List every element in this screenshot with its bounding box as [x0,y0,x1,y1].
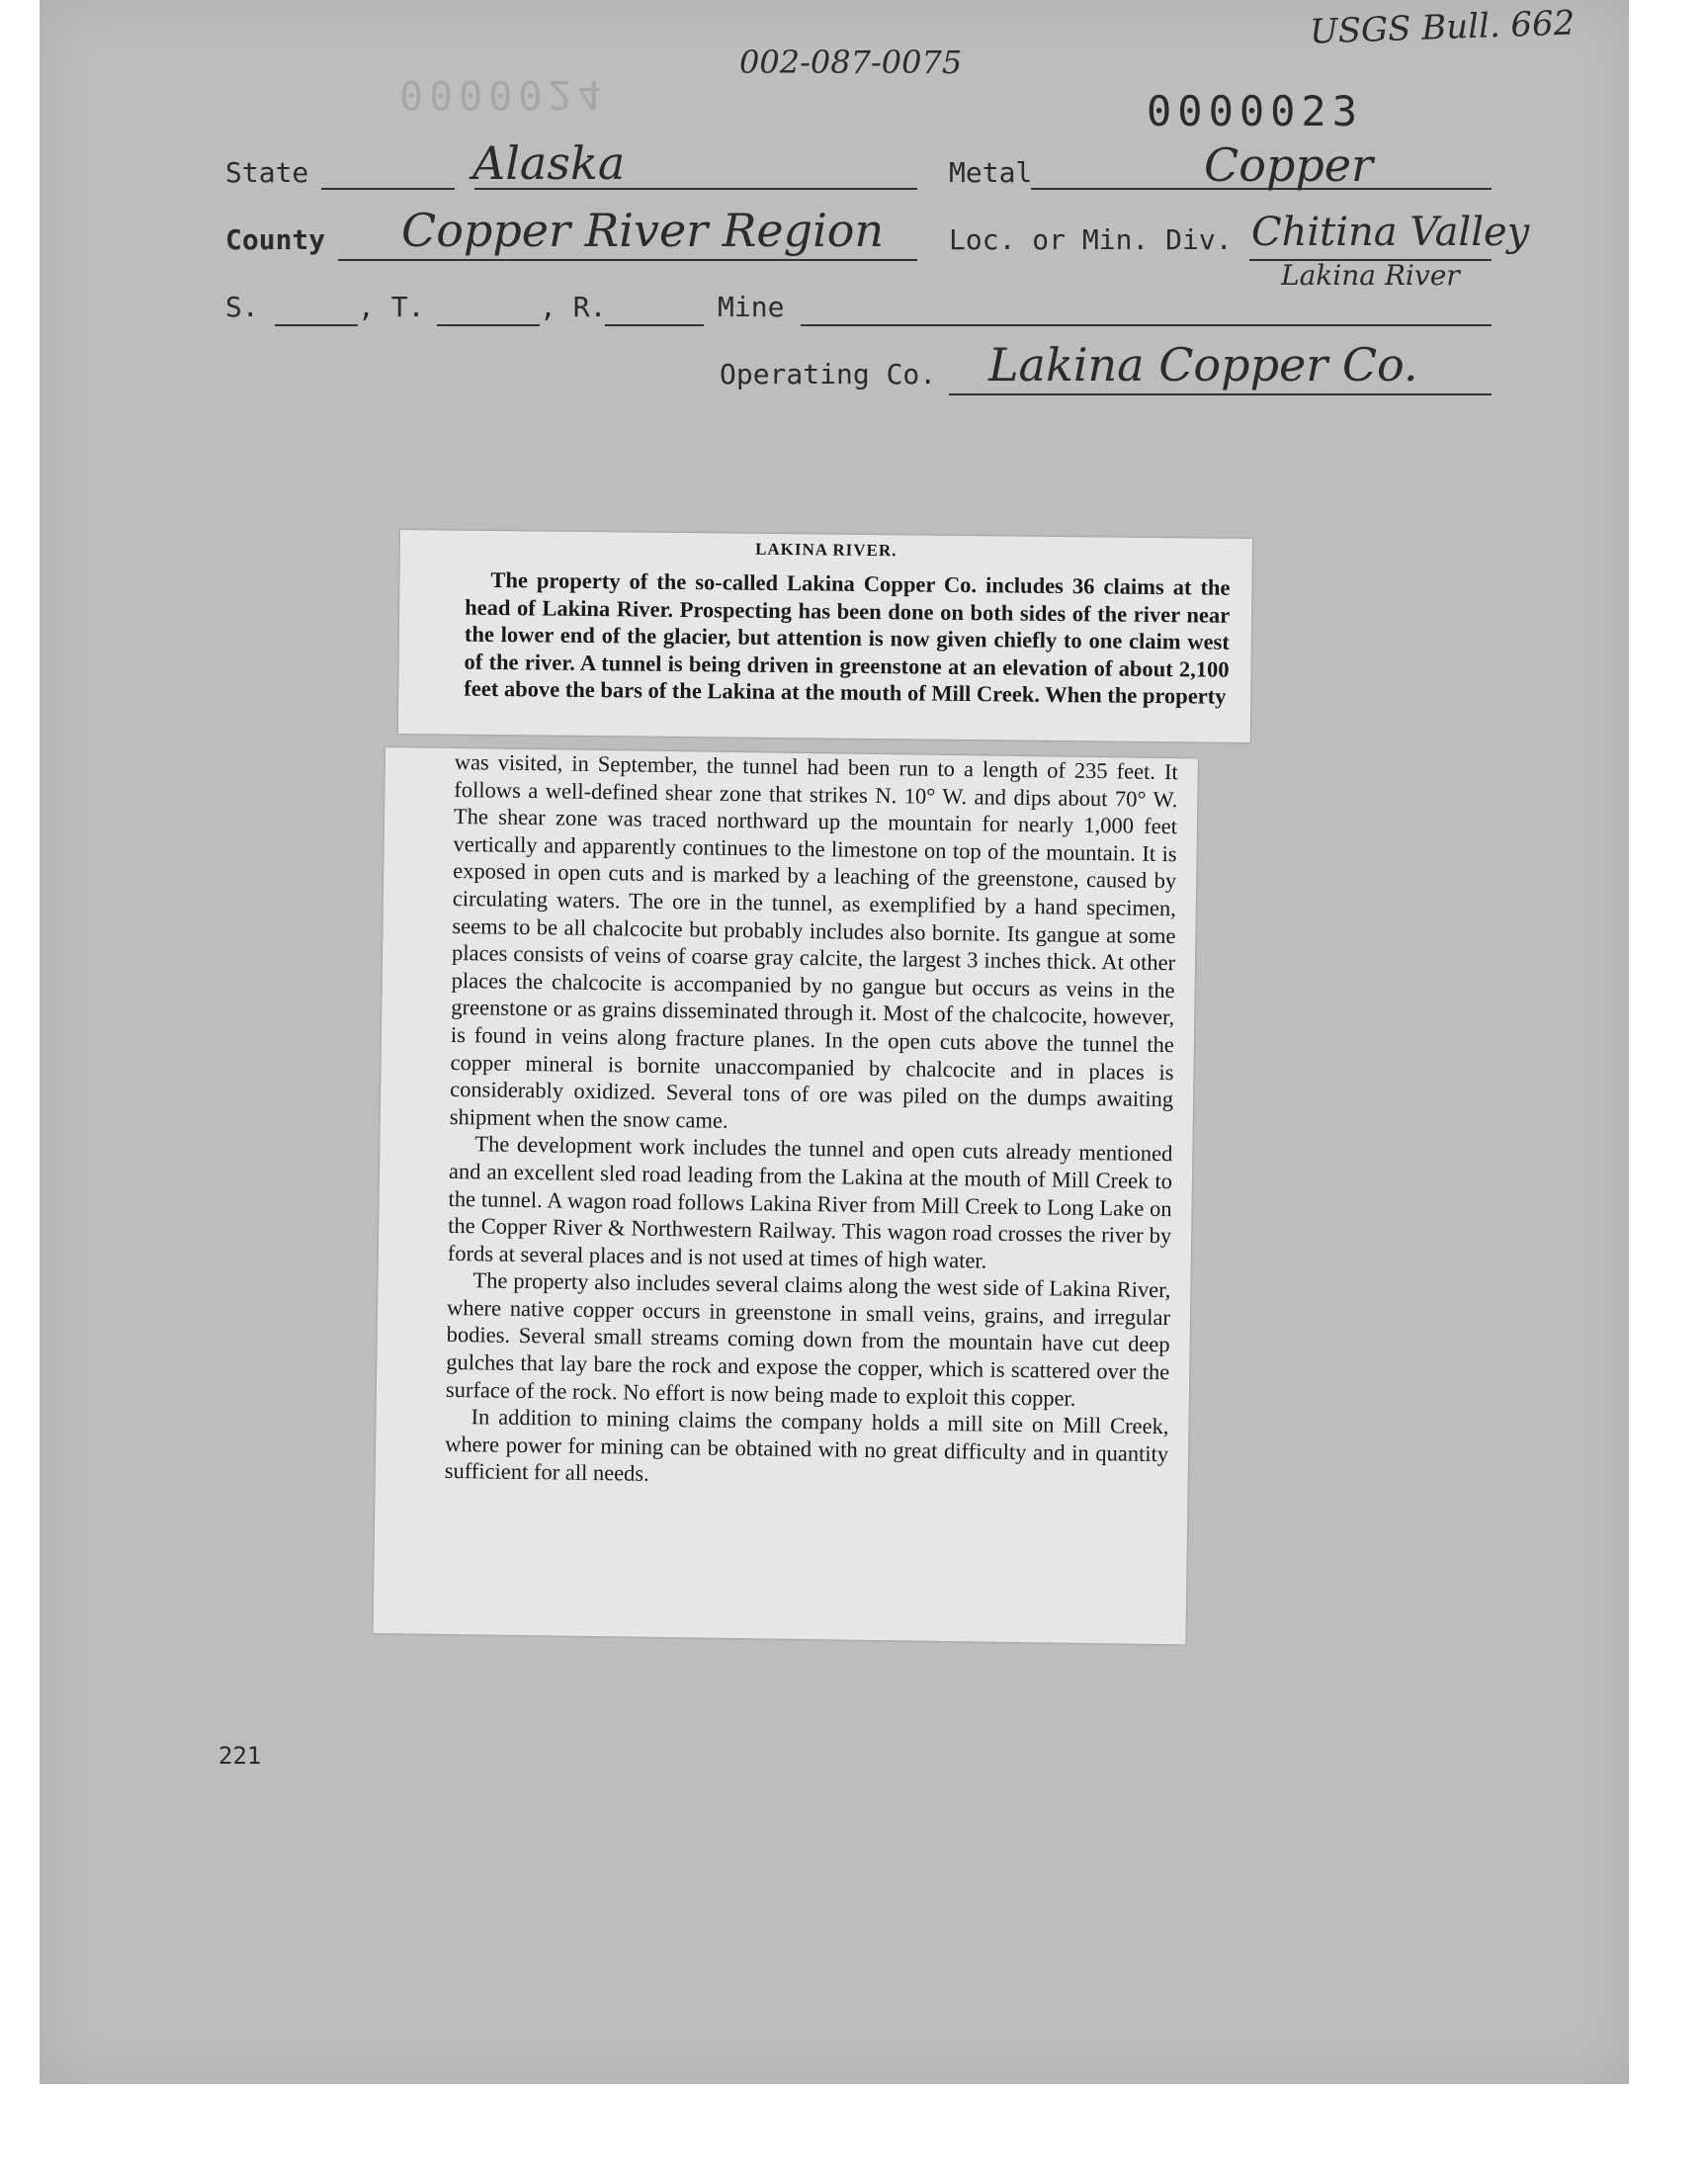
operating-line [949,393,1492,395]
clipping-paragraph-2: The development work includes the tunnel and open cuts already mentioned and an excellent sled road leading from the Lakina at the mouth of Mill Creek to the tunnel. A wagon road follows Lakina River from Mill Creek to Long Lake on the Copper River & Northwestern Railway. This wagon road crosses the river by fords at several places and is not used at times of high water. [447,1131,1173,1273]
operating-value: Lakina Copper Co. [988,338,1418,392]
county-label: County [225,223,326,256]
mine-label: Mine [718,291,785,323]
metal-value: Copper [1204,138,1373,192]
township-label: , T. [358,291,425,323]
clipping-upper [398,530,1252,742]
clipping-lower [373,747,1197,1644]
county-value: Copper River Region [401,204,885,257]
loc-value-second: Lakina River [1281,259,1460,292]
state-line [321,188,455,190]
range-line [605,324,704,326]
clipping-paragraph-1b: was visited, in September, the tunnel had been run to a length of 235 feet. It follows a well-defined shear zone that strikes N. 10° W. and dips about 70° W. The shear zone was traced northward up the mountain for nearly 1,000 feet vertically and apparently continues to the limestone on top of the mountain. It is exposed in open cuts and is marked by a leaching of the greenstone, caused by circulating waters. The ore in the tunnel, as exemplified by a hand specimen, seems to be all chalcocite but probably includes also bornite. Its gangue at some places consists of veins of coarse gray calcite, the largest 3 inches thick. At other places the chalcocite is accompanied by no gangue but occurs as veins in the greenstone or as grains disseminated through it. Most of the chalcocite, however, is found in veins along fracture planes. In the open cuts above the tunnel the copper mineral is bornite unaccompanied by chalcocite and in places is considerably oxidized. Several tons of ore was piled on the dumps awaiting shipment when the snow came. [449,748,1178,1133]
operating-label: Operating Co. [720,358,937,391]
state-label: State [225,156,309,189]
loc-value: Chitina Valley [1251,210,1530,255]
state-value: Alaska [472,136,626,190]
page-number: 221 [218,1742,262,1770]
township-line [437,324,540,326]
stamp-number: 0000023 [1147,87,1364,135]
loc-label: Loc. or Min. Div. [949,223,1233,256]
section-line [275,324,358,326]
faded-stamp-number: 0000024 [399,71,608,117]
clipping-paragraph-4: In addition to mining claims the company holds a mill site on Mill Creek, where power for mining can be obtained with no great difficulty and in quantity sufficient for all needs. [444,1404,1169,1487]
metal-label: Metal [949,156,1033,189]
county-line [338,259,917,261]
mine-line [801,324,1492,326]
clipping-paragraph-3: The property also includes several claims along the west side of Lakina River, where native copper occurs in greenstone in small veins, grains, and irregular bodies. Several small streams coming down from the mountain have cut deep gulches that lay bare the rock and expose the copper, which is scattered over the surface of the rock. No effort is now being made to exploit this copper. [445,1267,1171,1411]
clipping-paragraph-1a: The property of the so-called Lakina Copper Co. includes 36 claims at the head of Lakina River. Prospecting has been done on both sides of the river near the lower end of the glacier, but attention is now given chiefly to one claim west of the river. A tunnel is being driven in greenstone at an elevation of about 2,100 feet above the bars of the Lakina at the mouth of Mill Creek. When the property [464,566,1231,710]
section-label: S. [225,291,259,323]
clipping-title: LAKINA RIVER. [755,539,897,561]
source-reference: USGS Bull. 662 [1309,3,1576,52]
reference-number: 002-087-0075 [739,44,963,81]
range-label: , R. [540,291,607,323]
